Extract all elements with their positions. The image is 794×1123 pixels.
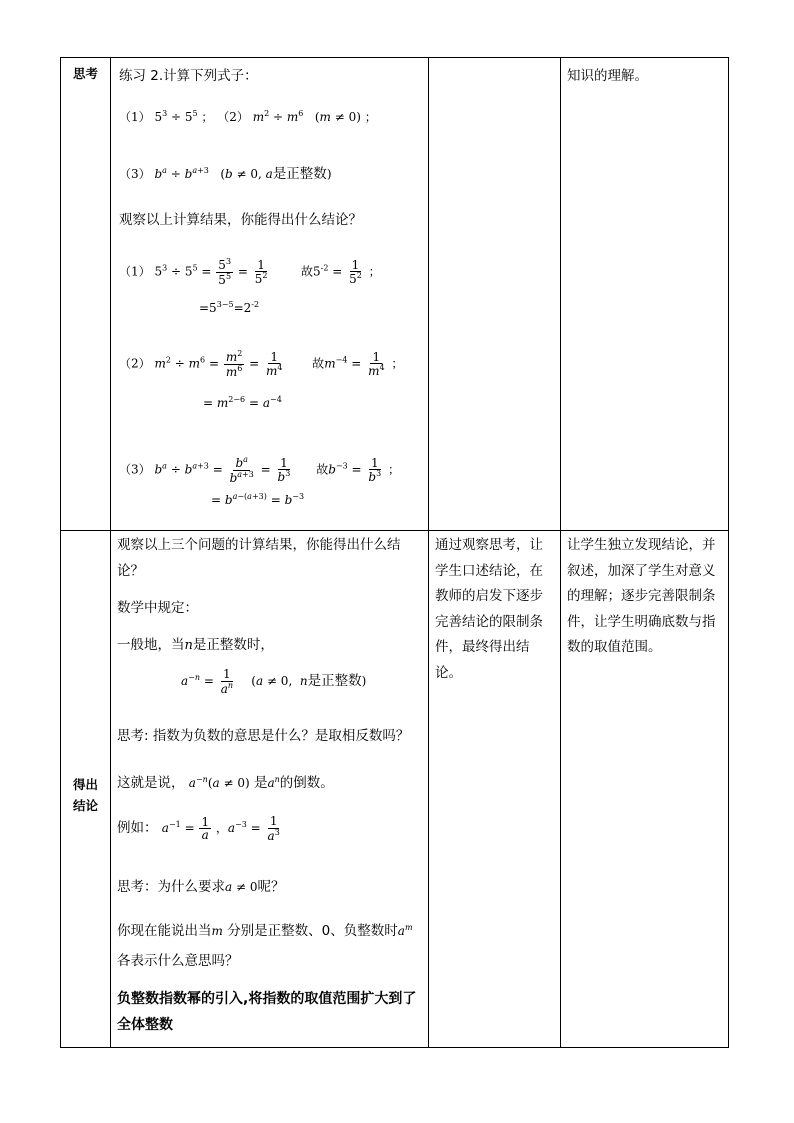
- p7-b: 呢？: [257, 879, 285, 895]
- row-label-line2: 结论: [72, 798, 98, 813]
- p6: 例如：: [117, 820, 158, 837]
- method-cell-conclusion: [429, 531, 561, 1048]
- row-label-conclusion: [61, 531, 111, 1048]
- gu-1: 故: [300, 264, 313, 279]
- paragraph-reciprocal: 这就是说， $a^{-n}(a \ne 0)$ 是$a^n$的倒数。: [117, 775, 334, 791]
- q2-prefix: （2）: [217, 110, 249, 124]
- table-row: [61, 58, 729, 531]
- q3-cond: 是正整数: [272, 166, 327, 182]
- p8-a: 你现在能说出当: [117, 923, 212, 939]
- gu-3: 故: [316, 462, 329, 477]
- observe-question: 观察以上计算结果，你能得出什么结论？: [119, 212, 362, 228]
- p5-a: 这就是说，: [117, 775, 185, 791]
- row-label-text: 思考: [72, 66, 98, 81]
- paragraph-summary: 负整数指数幂的引入,将指数的取值范围扩大到了全体整数: [117, 991, 417, 1033]
- method-text-conclusion: 通过观察思考，让学生口述结论，在教师的启发下逐步完善结论的限制条件，最终得出结论。: [435, 537, 543, 681]
- paragraph-general: 一般地，当n是正整数时，: [117, 637, 274, 653]
- def-cond: 是正整数: [307, 673, 362, 690]
- p7-a: 思考：为什么要求: [117, 879, 225, 895]
- row-label-line1: 得出: [72, 777, 98, 792]
- paragraph-observe: 观察以上三个问题的计算结果，你能得出什么结论？: [117, 537, 401, 579]
- purpose-cell-think: [561, 58, 729, 531]
- solution-1: （1） $5^3 \div 5^5$ = $\frac{5^3}{5^5}$ = $\frac{1}{5^2}$ 故$5^{-2}$ = $\frac{1}{5^2}$ ；: [119, 257, 381, 287]
- paragraph-think-negative: 思考: 指数为负数的意思是什么？是取相反数吗？: [117, 728, 410, 744]
- paragraph-meaning-2: 各表示什么意思吗？: [117, 953, 239, 969]
- semicolon-3: ；: [388, 462, 401, 477]
- solution-3: （3） $b^a \div b^{a+3}$ = $\frac{b^a}{b^{a+3}}$ = $\frac{1}{b^3}$ 故$b^{-3}$ = $\frac{1}{b^3}$ ；: [119, 455, 401, 485]
- q3-prefix: （3）: [119, 167, 151, 181]
- lesson-table-container: [60, 57, 728, 1047]
- solution-3-line2: = $b^{a-(a+3)} = b^{-3}$: [211, 492, 305, 507]
- purpose-text-conclusion: 让学生独立发现结论，并叙述，加深了学生对意义的理解；逐步完善限制条件，让学生明确底数与指数的取值范围。: [567, 537, 716, 655]
- p5-c: 的倒数。: [279, 775, 334, 791]
- definition-formula: $a^{-n}$ = $\frac{1}{a^n}$ (a ≠ 0, n是正整数): [181, 667, 367, 696]
- method-cell-think: [429, 58, 561, 531]
- p3-a: 一般地，当: [117, 637, 185, 653]
- solution-1-line2: $=5^{3-5}=2^{-2}$: [199, 300, 260, 315]
- purpose-cell-conclusion: [561, 531, 729, 1048]
- semicolon-2: ；: [391, 356, 404, 371]
- paragraph-rule: 数学中规定：: [117, 600, 198, 616]
- solution-2: （2） $m^2 \div m^6$ = $\frac{m^2}{m^6}$ = $\frac{1}{m^4}$ 故$m^{-4}$ = $\frac{1}{m^4}$ ；: [119, 349, 404, 379]
- question-1-2: （1） $5^3 \div 5^5$ ； （2） $m^2 \div m^6$ (m ≠ 0) ；: [119, 109, 377, 124]
- paragraph-example: 例如： $a^{-1}$ = $\frac{1}{a}$ ，$a^{-3}$ = $\frac{1}{a^3}$: [117, 814, 280, 843]
- content-cell-conclusion: [111, 531, 429, 1048]
- p8-b: 分别是正整数、0、负整数时: [227, 923, 398, 939]
- gu-2: 故: [312, 356, 325, 371]
- paragraph-why-nonzero: 思考：为什么要求a ≠ 0呢？: [117, 879, 285, 895]
- semicolon-1: ；: [368, 264, 381, 279]
- table-row: [61, 531, 729, 1048]
- content-cell-think: [111, 58, 429, 531]
- lesson-table: [60, 57, 729, 1048]
- s1-prefix: （1）: [119, 264, 151, 279]
- question-3: （3） $b^a \div b^{a+3}$ (b ≠ 0, a是正整数): [119, 166, 332, 182]
- exercise-title: 练习 2.计算下列式子：: [119, 68, 258, 84]
- s2-prefix: （2）: [119, 356, 151, 371]
- p3-b: 是正整数时，: [192, 637, 274, 653]
- p5-b: 是: [253, 775, 268, 791]
- q1-prefix: （1）: [119, 110, 151, 124]
- s3-prefix: （3）: [119, 462, 151, 477]
- purpose-text-think: 知识的理解。: [567, 68, 648, 84]
- solution-2-line2: = $m^{2-6} = a^{-4}$: [203, 395, 282, 410]
- paragraph-meaning: 你现在能说出当m 分别是正整数、0、负整数时$a^m$: [117, 923, 413, 939]
- row-label-think: [61, 58, 111, 531]
